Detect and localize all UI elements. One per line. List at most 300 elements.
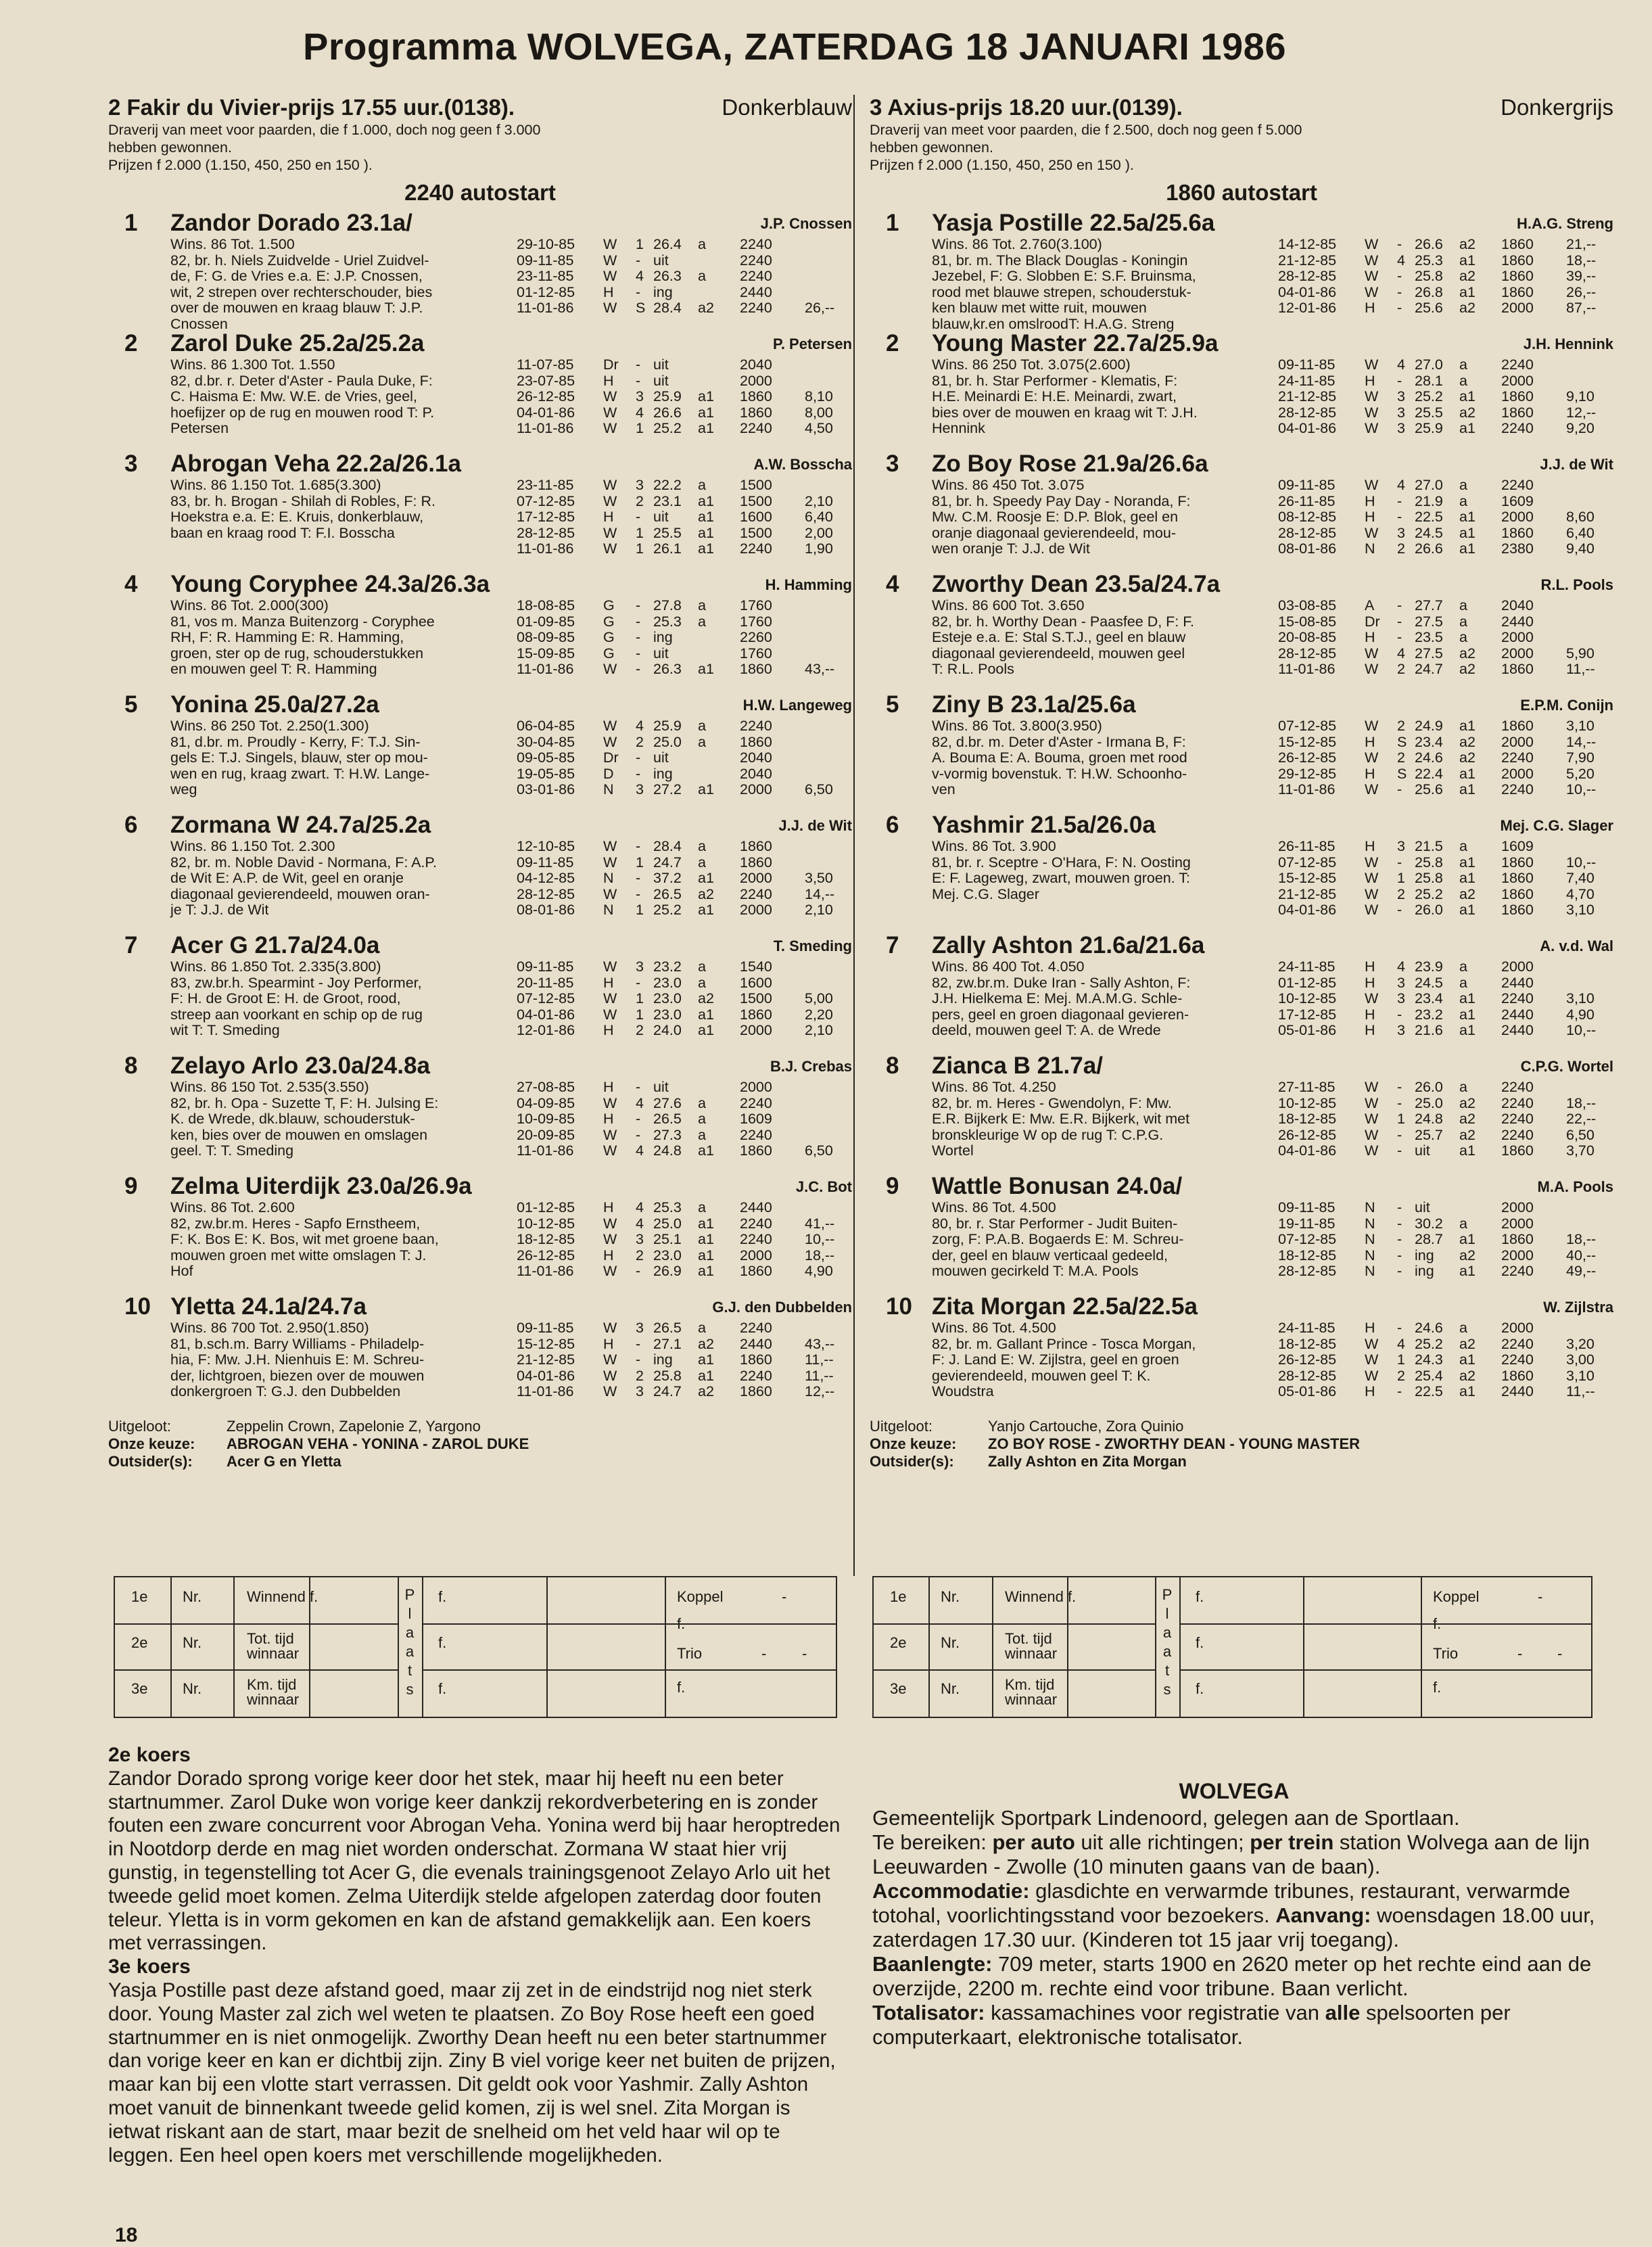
- form-cell: G: [603, 597, 615, 613]
- form-rule: [874, 1669, 1155, 1671]
- form-cell: 23-07-85: [517, 372, 575, 389]
- horse-trainer: P. Petersen: [772, 335, 852, 352]
- form-cell: 08-01-86: [1278, 540, 1337, 557]
- form-cell: [698, 357, 740, 373]
- horse-description-line: 82, br. m. Noble David - Normana, F: A.P.: [170, 854, 437, 871]
- horse-name: Zelma Uiterdijk 23.0a/26.9a: [170, 1173, 472, 1199]
- form-row: [1278, 1264, 1613, 1280]
- plaats-letter: a: [1162, 1624, 1172, 1641]
- form-cell: 08-12-85: [1278, 509, 1337, 525]
- form-cell: [805, 373, 852, 390]
- form-row: [1278, 630, 1613, 646]
- form-cell: a: [698, 838, 706, 854]
- form-cell: 26-12-85: [517, 1247, 575, 1264]
- form-row: [517, 750, 852, 766]
- winnaar-label: winnaar: [1005, 1691, 1058, 1708]
- form-cell: 2: [636, 1367, 644, 1384]
- horse-name: Zandor Dorado 23.1a/: [170, 210, 412, 236]
- form-cell: a1: [1459, 509, 1476, 525]
- form-cell: 29-10-85: [517, 236, 575, 252]
- form-cell: [1566, 478, 1613, 494]
- form-cell: 23.0: [653, 990, 682, 1006]
- form-cell: 2040: [1501, 597, 1534, 613]
- horse-trainer: R.L. Pools: [1540, 576, 1613, 593]
- horse-body: [170, 1080, 852, 1159]
- form-cell: 4,90: [1566, 1006, 1595, 1023]
- form-cell: W: [1365, 252, 1379, 269]
- form-cell: 25.4: [1415, 1367, 1443, 1384]
- form-row: [517, 1384, 852, 1400]
- form-cell: 1860: [1501, 902, 1534, 918]
- form-cell: 27.2: [653, 781, 682, 797]
- horse-header: [870, 1173, 1613, 1200]
- form-cell: 25.2: [653, 902, 682, 918]
- form-cell: 24-11-85: [1278, 372, 1336, 389]
- form-cell: 1860: [740, 838, 772, 854]
- form-cell: 2240: [1501, 781, 1534, 797]
- venue-accommodation: Accommodatie: glasdichte en verwarmde tribunes, restaurant, verwarmde totohal, voorlichtingsstand voor bezoekers. Aanvang: woensdagen 18.00 uur, zaterdagen 17.30 uur. (Kinderen tot 15 jaar vrij toegang).: [872, 1879, 1595, 1951]
- form-cell: [698, 253, 740, 269]
- plaats-letter: l: [408, 1605, 412, 1622]
- form-cell: 1600: [740, 509, 772, 525]
- horse-body: [170, 237, 852, 332]
- form-cell: W: [1365, 885, 1379, 902]
- horse-description-line: der, lichtgroen, biezen over de mouwen: [170, 1367, 425, 1384]
- horse-form-table: [1278, 237, 1613, 332]
- result-form-left: [114, 1576, 837, 1718]
- form-cell: 2000: [740, 870, 772, 886]
- form-cell: 1: [636, 524, 644, 541]
- horse-body: [932, 959, 1613, 1039]
- form-row: [1278, 598, 1613, 614]
- form-cell: a1: [1459, 990, 1476, 1006]
- horse-description-line: H.E. Meinardi E: H.E. Meinardi, zwart,: [932, 388, 1177, 404]
- form-cell: 7,90: [1566, 749, 1595, 766]
- form-cell: a: [1459, 597, 1467, 613]
- form-cell: 25.8: [653, 1367, 682, 1384]
- form-cell: W: [603, 718, 617, 734]
- venue-totalisator: Totalisator: kassamachines voor registratie van alle spelsoorten per computerkaart, elektronische totalisator.: [872, 2001, 1511, 2049]
- form-cell: 24-11-85: [1278, 1320, 1336, 1336]
- form-cell: 2240: [740, 1215, 772, 1232]
- race-pick-line: [870, 1453, 1613, 1470]
- horse-trainer: J.C. Bot: [795, 1178, 852, 1195]
- form-cell: a: [698, 974, 706, 991]
- form-cell: 6,50: [805, 781, 833, 797]
- form-cell: H: [603, 974, 614, 991]
- form-cell: a: [698, 1111, 706, 1127]
- winnaar-label: winnaar: [247, 1691, 300, 1708]
- horse-description-line: weg: [170, 781, 197, 797]
- form-cell: a2: [698, 1383, 714, 1399]
- form-row: [1278, 509, 1613, 526]
- form-cell: 23.0: [653, 974, 682, 991]
- form-cell: 1760: [740, 645, 772, 662]
- race-pick-value: Zally Ashton en Zita Morgan: [988, 1453, 1187, 1470]
- horse-description: [170, 1200, 507, 1280]
- form-cell: a1: [1459, 252, 1476, 269]
- form-cell: a2: [1459, 300, 1476, 316]
- race-pick-value: ZO BOY ROSE - ZWORTHY DEAN - YOUNG MASTER: [988, 1435, 1361, 1452]
- form-cell: 22.5: [1415, 1383, 1443, 1399]
- form-cell: 04-01-86: [517, 404, 575, 421]
- horse-description-line: diagonaal gevierendeeld, mouwen geel: [932, 645, 1185, 662]
- form-cell: [1566, 614, 1613, 630]
- horse-description-line: wen oranje T: J.J. de Wit: [932, 540, 1090, 557]
- venue-track-length: Baanlengte: 709 meter, starts 1900 en 2620 meter op het rechte eind aan de overzijde, 2200 m. rechte eind voor tribune. Baan verlicht.: [872, 1952, 1592, 2000]
- form-row: [1278, 1232, 1613, 1248]
- form-row: [517, 1264, 852, 1280]
- form-rule: [398, 1577, 399, 1717]
- form-cell: 2260: [740, 629, 772, 645]
- form-cell: H: [1365, 492, 1375, 509]
- plaats-letter: t: [1164, 1662, 1170, 1679]
- form-cell: 8,00: [805, 404, 833, 421]
- form-cell: -: [1397, 1126, 1402, 1143]
- commentary-heading-2: 2e koers: [108, 1744, 191, 1766]
- form-cell: 18-12-85: [1278, 1111, 1337, 1127]
- form-cell: 2240: [1501, 1335, 1534, 1352]
- form-cell: 2: [1397, 885, 1405, 902]
- form-cell: 5,20: [1566, 765, 1595, 782]
- form-cell: W: [1365, 477, 1379, 493]
- form-row: [517, 614, 852, 630]
- horse-entry: [870, 210, 1613, 330]
- form-cell: G: [603, 645, 615, 662]
- horse-trainer: C.P.G. Wortel: [1520, 1058, 1613, 1075]
- plaats-letter: l: [1165, 1605, 1169, 1622]
- form-cell: 3: [1397, 404, 1405, 421]
- horse-number: 6: [124, 812, 138, 838]
- race-title: 2 Fakir du Vivier-prijs 17.55 uur.(0138).: [108, 95, 515, 120]
- form-cell: 1: [636, 854, 644, 871]
- form-cell: W: [1365, 781, 1379, 797]
- form-cell: 1860: [740, 661, 772, 677]
- form-cell: 1609: [740, 1111, 772, 1127]
- form-cell: a1: [698, 1022, 714, 1038]
- form-cell: 09-11-85: [1278, 1199, 1336, 1215]
- form-cell: H: [603, 1111, 614, 1127]
- form-cell: a1: [1459, 870, 1476, 886]
- form-cell: 6,50: [1566, 1126, 1595, 1143]
- form-cell: W: [603, 1367, 617, 1384]
- form-row: [1278, 269, 1613, 285]
- horse-form-table: [1278, 1320, 1613, 1400]
- horse-trainer: H.A.G. Streng: [1516, 215, 1613, 232]
- form-cell: 25.2: [1415, 1335, 1443, 1352]
- horse-body: [932, 237, 1613, 332]
- form-cell: 2240: [740, 1231, 772, 1247]
- horse-name: Acer G 21.7a/24.0a: [170, 932, 380, 958]
- form-cell: H: [1365, 765, 1375, 782]
- form-cell: 2380: [1501, 540, 1534, 557]
- horse-description-line: Wins. 86 600 Tot. 3.650: [932, 597, 1085, 613]
- f-label: f.: [438, 1588, 447, 1605]
- form-cell: 27.0: [1415, 356, 1443, 373]
- form-cell: H: [603, 1022, 614, 1038]
- form-rule: [874, 1623, 1155, 1625]
- horse-name: Young Master 22.7a/25.9a: [932, 330, 1219, 356]
- form-cell: 1860: [1501, 404, 1534, 421]
- form-cell: -: [636, 661, 641, 677]
- form-cell: a: [698, 1126, 706, 1143]
- form-cell: 1860: [740, 1142, 772, 1159]
- form-cell: [805, 718, 852, 735]
- form-cell: a1: [1459, 388, 1476, 404]
- winnaar-label: winnaar: [1005, 1645, 1058, 1662]
- form-cell: 04-01-86: [1278, 902, 1337, 918]
- form-rule: [1179, 1623, 1591, 1625]
- form-cell: 27.7: [1415, 597, 1443, 613]
- tot-tijd-label: Tot. tijd: [247, 1630, 294, 1647]
- horse-header: [108, 571, 852, 598]
- horse-description-line: F: K. Bos E: K. Bos, wit met groene baan,: [170, 1231, 439, 1247]
- form-cell: 21-12-85: [1278, 252, 1337, 269]
- form-cell: 25.3: [653, 1199, 682, 1215]
- horse-description-line: F: H. de Groot E: H. de Groot, rood,: [170, 990, 401, 1006]
- form-cell: 27.8: [653, 597, 682, 613]
- form-row: [517, 902, 852, 919]
- horse-entry: [108, 932, 852, 1052]
- form-cell: -: [1397, 1215, 1402, 1232]
- form-cell: 6,50: [805, 1142, 833, 1159]
- form-cell: a: [1459, 1320, 1467, 1336]
- form-row: [517, 300, 852, 317]
- horse-trainer: A.W. Bosscha: [753, 456, 852, 473]
- horse-form-table: [517, 1320, 852, 1400]
- form-rule: [422, 1623, 836, 1625]
- form-cell: 28-12-85: [517, 524, 575, 541]
- form-cell: 25.3: [1415, 252, 1443, 269]
- form-cell: -: [636, 1263, 641, 1279]
- form-cell: 25.2: [1415, 388, 1443, 404]
- race-pick-line: [108, 1453, 852, 1470]
- form-row: [1278, 405, 1613, 421]
- form-cell: 39,--: [1566, 268, 1597, 284]
- form-cell: 21.6: [1415, 1022, 1443, 1038]
- form-cell: ing: [1415, 1263, 1434, 1279]
- form-cell: -: [1397, 629, 1402, 645]
- horse-name: Zianca B 21.7a/: [932, 1052, 1103, 1079]
- horse-trainer: J.P. Cnossen: [760, 215, 852, 232]
- form-cell: H: [1365, 958, 1375, 975]
- horse-description-line: 81, d.br. m. Proudly - Kerry, F: T.J. Sin-: [170, 733, 421, 750]
- form-cell: S: [636, 300, 646, 316]
- horse-entry: [108, 1293, 852, 1414]
- horse-description-line: v-vormig bovenstuk. T: H.W. Schoonho-: [932, 765, 1187, 782]
- form-cell: 09-11-85: [517, 958, 574, 975]
- form-cell: W: [1365, 645, 1379, 662]
- form-cell: 20-11-85: [517, 974, 574, 991]
- horse-form-table: [1278, 1200, 1613, 1280]
- horse-description: [170, 718, 507, 798]
- form-cell: 2240: [740, 1094, 772, 1111]
- form-cell: 4: [1397, 252, 1405, 269]
- horse-number: 3: [124, 450, 138, 477]
- form-cell: a: [1459, 1079, 1467, 1095]
- place-label: 2e: [131, 1634, 148, 1651]
- form-cell: 2240: [740, 252, 772, 269]
- horse-description-line: wit, 2 strepen over rechterschouder, bies: [170, 283, 433, 300]
- horse-entry: [108, 1173, 852, 1293]
- horse-entry: [870, 450, 1613, 571]
- horse-description-line: Hennink: [932, 420, 985, 436]
- form-cell: 28.4: [653, 300, 682, 316]
- form-cell: a: [1459, 629, 1467, 645]
- form-cell: a1: [1459, 524, 1476, 541]
- horse-header: [108, 932, 852, 959]
- horse-name: Zelayo Arlo 23.0a/24.8a: [170, 1052, 430, 1079]
- form-row: [1278, 1337, 1613, 1353]
- form-cell: 25.8: [1415, 854, 1443, 871]
- form-cell: W: [603, 404, 617, 421]
- horse-description: [932, 598, 1269, 678]
- km-tijd-label: Km. tijd: [1005, 1676, 1055, 1693]
- form-cell: 2: [1397, 540, 1405, 557]
- horse-entry: [108, 210, 852, 330]
- form-row: [1278, 718, 1613, 735]
- form-cell: 26.3: [653, 268, 682, 284]
- form-cell: 2000: [740, 372, 772, 389]
- form-cell: 27-08-85: [517, 1079, 575, 1095]
- form-cell: -: [1397, 1142, 1402, 1159]
- form-row: [517, 718, 852, 735]
- form-cell: 2240: [740, 540, 772, 557]
- horse-body: [170, 959, 852, 1039]
- form-cell: -: [636, 765, 641, 782]
- form-cell: 2000: [1501, 372, 1534, 389]
- form-cell: -: [636, 613, 641, 630]
- form-cell: 25.2: [1415, 885, 1443, 902]
- venue-title: WOLVEGA: [1179, 1779, 1290, 1803]
- form-rule: [115, 1669, 398, 1671]
- form-cell: 1: [636, 540, 644, 557]
- form-cell: 37.2: [653, 870, 682, 886]
- form-cell: 12,--: [1566, 404, 1597, 421]
- horse-entry: [870, 812, 1613, 932]
- form-cell: 10-12-85: [1278, 1094, 1337, 1111]
- horse-description-line: Wins. 86 Tot. 4.500: [932, 1320, 1056, 1336]
- form-cell: a: [698, 854, 706, 871]
- form-row: [1278, 975, 1613, 992]
- form-cell: 4: [636, 1094, 644, 1111]
- form-cell: 2240: [1501, 1263, 1534, 1279]
- form-row: [517, 662, 852, 678]
- form-cell: 21-12-85: [1278, 885, 1337, 902]
- form-cell: 2: [1397, 1367, 1405, 1384]
- form-cell: 24.8: [653, 1142, 682, 1159]
- form-row: [1278, 526, 1613, 542]
- form-row: [517, 1007, 852, 1023]
- form-cell: 2440: [740, 1199, 772, 1215]
- form-cell: 23.2: [1415, 1006, 1443, 1023]
- form-cell: 3: [636, 1231, 644, 1247]
- form-cell: -: [636, 509, 641, 525]
- form-cell: 24.5: [1415, 524, 1443, 541]
- form-cell: 11-01-86: [517, 1383, 574, 1399]
- horse-description-line: 82, zw.br.m. Duke Iran - Sally Ashton, F:: [932, 974, 1191, 991]
- commentary-heading-3: 3e koers: [108, 1955, 191, 1978]
- form-cell: [698, 750, 740, 766]
- horse-description: [170, 839, 507, 919]
- form-cell: 09-11-85: [517, 252, 574, 269]
- form-cell: a1: [698, 492, 714, 509]
- f-label: f.: [438, 1634, 447, 1651]
- horse-header: [870, 1052, 1613, 1080]
- form-cell: 2240: [740, 268, 772, 284]
- form-cell: 26.9: [653, 1263, 682, 1279]
- horse-description: [170, 237, 507, 332]
- horse-description-line: mouwen gecirkeld T: M.A. Pools: [932, 1263, 1139, 1279]
- form-cell: 2240: [1501, 1351, 1534, 1368]
- horse-description-line: Mej. C.G. Slager: [932, 885, 1039, 902]
- form-cell: a1: [1459, 781, 1476, 797]
- form-cell: W: [1365, 718, 1379, 734]
- form-cell: a2: [1459, 404, 1476, 421]
- form-rule: [928, 1577, 930, 1717]
- form-row: [517, 373, 852, 390]
- form-cell: -: [636, 645, 641, 662]
- form-row: [1278, 782, 1613, 798]
- form-cell: 09-11-85: [517, 854, 574, 871]
- horse-description-line: Wins. 86 1.150 Tot. 1.685(3.300): [170, 477, 381, 493]
- horse-description-line: Wins. 86 Tot. 2.760(3.100): [932, 236, 1102, 252]
- form-cell: [1566, 494, 1613, 510]
- form-cell: 23.1: [653, 492, 682, 509]
- form-cell: -: [636, 1126, 641, 1143]
- form-cell: a1: [1459, 718, 1476, 734]
- form-cell: a: [698, 268, 706, 284]
- form-row: [1278, 887, 1613, 903]
- race-color: Donkerblauw: [722, 95, 852, 120]
- form-cell: a2: [1459, 733, 1476, 750]
- form-cell: Dr: [603, 749, 619, 766]
- form-cell: W: [1365, 524, 1379, 541]
- horse-body: [932, 839, 1613, 919]
- form-cell: 01-12-85: [517, 283, 575, 300]
- race-picks: [870, 1418, 1613, 1470]
- horse-trainer: G.J. den Dubbelden: [712, 1299, 852, 1316]
- form-cell: 15-09-85: [517, 645, 575, 662]
- form-cell: 9,40: [1566, 540, 1595, 557]
- form-cell: 1,90: [805, 540, 833, 557]
- form-cell: 4: [636, 1215, 644, 1232]
- form-cell: a: [1459, 372, 1467, 389]
- form-cell: 01-12-85: [517, 1199, 575, 1215]
- form-cell: a2: [1459, 1335, 1476, 1352]
- form-cell: 14-12-85: [1278, 236, 1337, 252]
- horse-description-line: deeld, mouwen geel T: A. de Wrede: [932, 1022, 1161, 1038]
- horse-form-table: [1278, 959, 1613, 1039]
- horse-description-line: RH, F: R. Hamming E: R. Hamming,: [170, 629, 404, 645]
- form-cell: -: [1397, 1263, 1402, 1279]
- form-cell: 23.4: [1415, 990, 1443, 1006]
- horse-description: [170, 357, 507, 437]
- form-cell: 14,--: [1566, 733, 1597, 750]
- form-cell: 24.7: [653, 854, 682, 871]
- form-cell: uit: [653, 509, 669, 525]
- form-row: [517, 1023, 852, 1039]
- form-cell: 11-01-86: [517, 420, 574, 436]
- form-cell: 24.5: [1415, 974, 1443, 991]
- form-cell: [1566, 1080, 1613, 1096]
- form-cell: -: [1397, 300, 1402, 316]
- form-rule: [992, 1577, 993, 1717]
- form-row: [517, 253, 852, 269]
- horse-header: [870, 1293, 1613, 1320]
- form-cell: 1500: [740, 990, 772, 1006]
- form-cell: 1: [636, 1006, 644, 1023]
